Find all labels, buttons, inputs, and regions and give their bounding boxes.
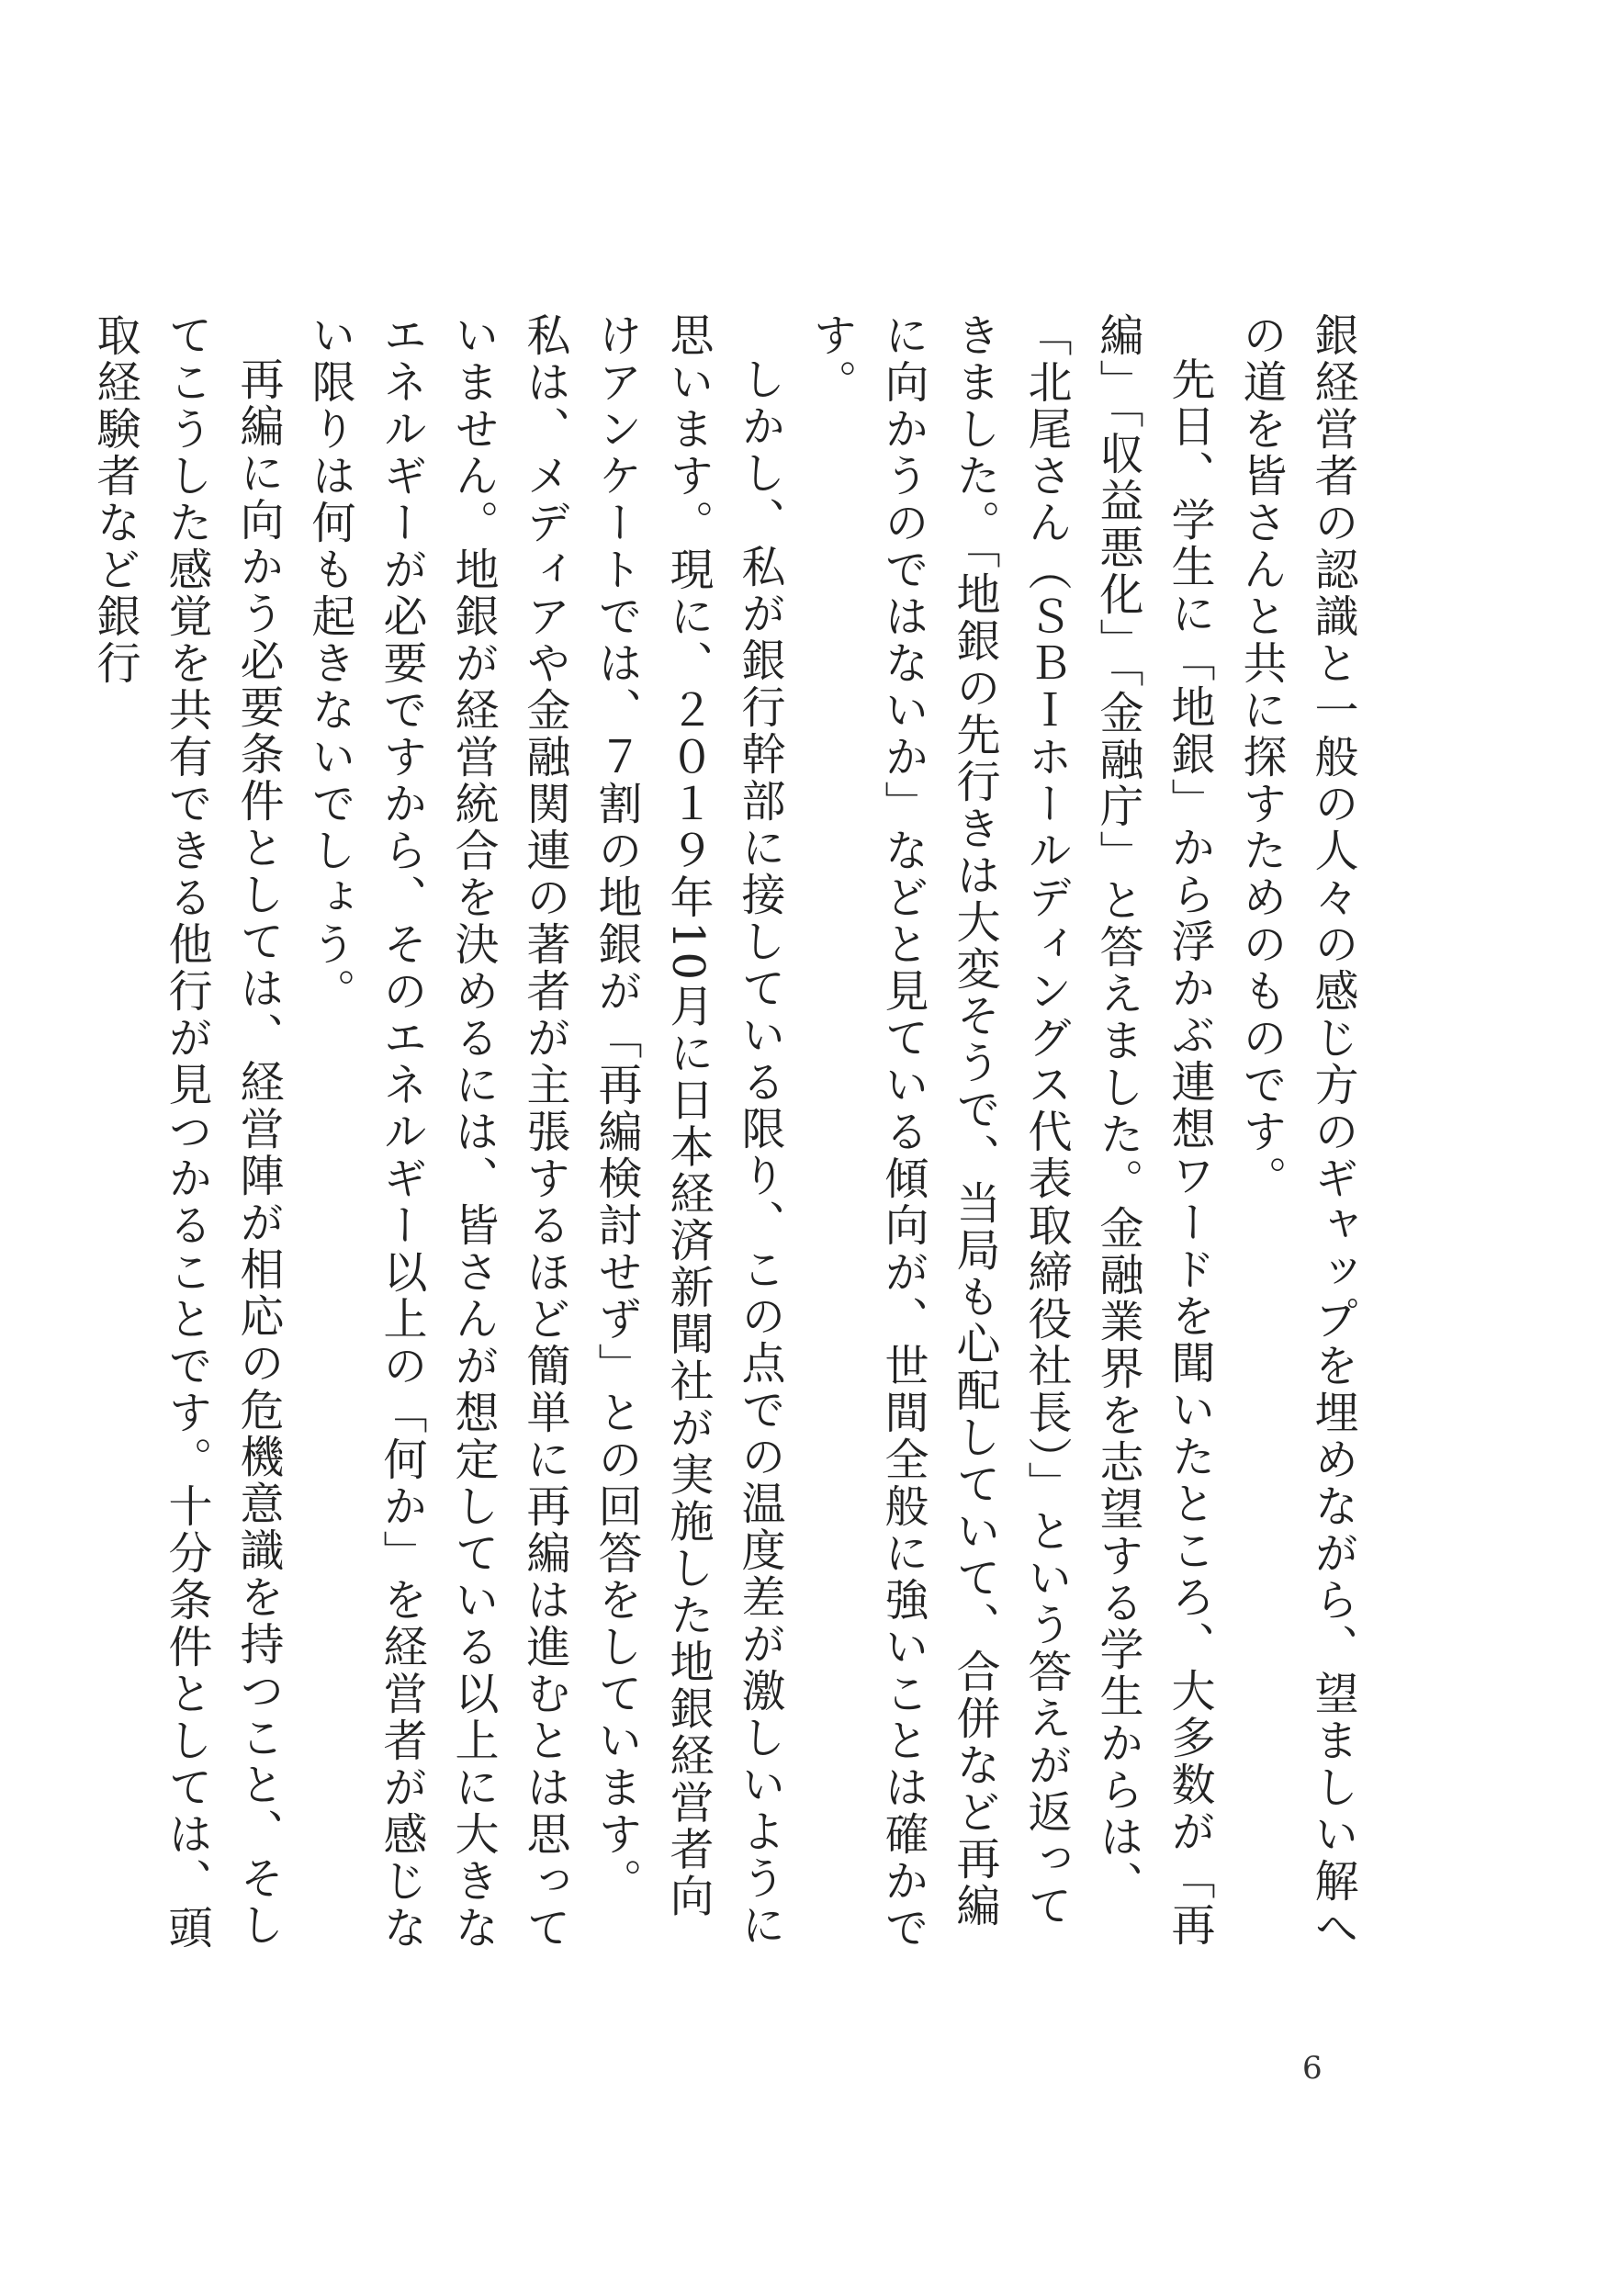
paragraph-2: 先日、学生に「地銀」から浮かぶ連想ワードを聞いたところ、大多数が「再編」「収益悪化」「金融庁」と答えました。金融業界を志望する学生からは、「北尾さん（ＳＢＩホールディングス代表取締役社長）」という答えが返ってきました。「地銀の先行きは大変そうで、当局も心配していて、合併など再編に向かうのではないか」などと見ている傾向が、世間全般に強いことは確かです。: [805, 312, 1215, 1952]
paragraph-1: 銀経営者の認識と一般の人々の感じ方のギャップを埋めながら、望ましい解への道を皆さんと共に探すためのものです。: [1235, 312, 1358, 1952]
paragraph-3: しかし、私が銀行幹部に接している限り、この点での温度差が激しいように思います。現に、２０１９年10月に日本経済新聞社が実施した地銀経営者向けアンケートでは、７割の地銀が「再編検討せず」との回答をしています。: [591, 312, 785, 1949]
paragraph-4: 私は、メディアや金融関連の著者が主張するほど簡単に再編は進むとは思っていません。地銀が経営統合を決めるには、皆さんが想定している以上に大きなエネルギーが必要ですから、そのエネルギー以上の「何か」を経営者が感じない限りは何も起きないでしょう。: [304, 312, 570, 1952]
page-number: 6: [1302, 2050, 1323, 2087]
body-text: [79, 312, 1368, 1965]
paragraph-5: 再編に向かう必要条件としては、経営陣が相応の危機意識を持つこと、そしてこうした感覚を共有できる他行が見つかることです。十分条件としては、頭取経験者など銀行: [89, 312, 284, 1952]
